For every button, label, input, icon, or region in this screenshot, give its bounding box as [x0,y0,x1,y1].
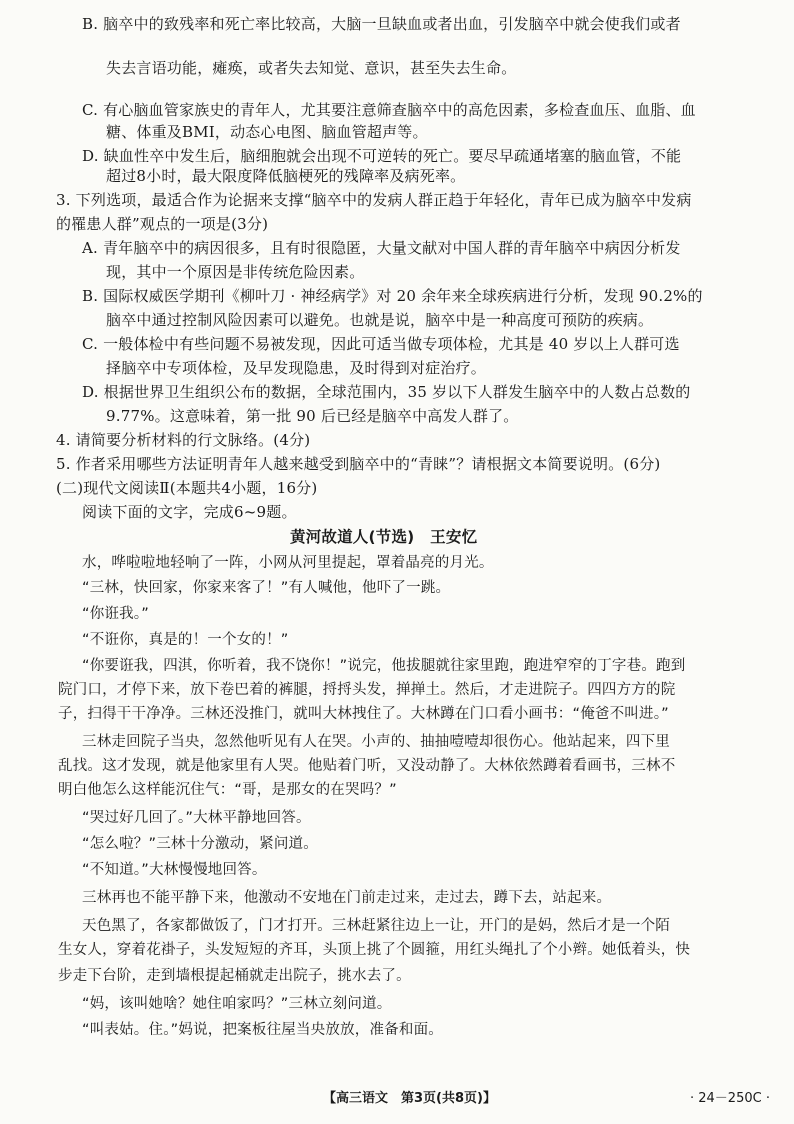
section2-heading: (二)现代文阅读Ⅱ(本题共4小题，16分) [56,479,318,497]
story-paragraph: “叫表姑。住。”妈说，把案板往屋当央放放，准备和面。 [82,1022,443,1038]
q3-option-d-line2: 9.77%。这意味着，第一批 90 后已经是脑卒中高发人群了。 [106,407,519,425]
page-number: 【高三语文 第3页(共8页)】 [323,1091,496,1106]
q2-option-b-line2: 失去言语功能，瘫痪，或者失去知觉、意识，甚至失去生命。 [106,59,517,77]
q2-option-d-line1: D. 缺血性卒中发生后，脑细胞就会出现不可逆转的死亡。要尽早疏通堵塞的脑血管，不能 [82,147,682,165]
q2-option-b-line1: B. 脑卒中的致残率和死亡率比较高，大脑一旦缺血或者出血，引发脑卒中就会使我们或者 [82,15,681,33]
story-paragraph: 子，扫得干干净净。三林还没推门，就叫大林拽住了。大林蹲在门口看小画书：“俺爸不叫进。” [58,706,669,722]
q3-option-c-line2: 择脑卒中专项体检，及早发现隐患，及时得到对症治疗。 [106,359,487,377]
q3-option-a-line1: A. 青年脑卒中的病因很多，且有时很隐匿，大量文献对中国人群的青年脑卒中病因分析发 [82,239,681,257]
story-paragraph: “怎么啦？”三林十分激动，紧问道。 [82,836,318,852]
story-paragraph: 乱找。这才发现，就是他家里有人哭。他贴着门听，又没动静了。大林依然蹲着看画书，三林不 [58,758,676,774]
story-paragraph: “妈，该叫她啥？她住咱家吗？”三林立刻问道。 [82,996,392,1012]
story-paragraph: 明白他怎么这样能沉住气：“哥，是那女的在哭吗？” [58,782,397,798]
story-paragraph: “哭过好几回了。”大林平静地回答。 [82,810,311,826]
story-paragraph: 院门口，才停下来，放下卷巴着的裤腿，捋捋头发，掸掸土。然后，才走进院子。四四方方的院 [58,682,676,698]
story-paragraph: 生女人，穿着花褂子，头发短短的齐耳，头顶上挑了个圆箍，用红头绳扎了个小辫。她低着头，快 [58,942,691,958]
story-paragraph: “不诳你，真是的！一个女的！” [82,632,289,648]
q3-option-a-line2: 现，其中一个原因是非传统危险因素。 [106,263,365,281]
q3-stem-line2: 的罹患人群”观点的一项是(3分) [56,215,269,233]
q3-option-b-line1: B. 国际权威医学期刊《柳叶刀 · 神经病学》对 20 余年来全球疾病进行分析，发现 90.2%的 [82,287,703,305]
story-paragraph: 水，哗啦啦地轻响了一阵，小网从河里提起，罩着晶亮的月光。 [82,555,494,571]
q4-stem: 4. 请简要分析材料的行文脉络。(4分) [56,431,311,449]
story-paragraph: 天色黑了，各家都做饭了，门才打开。三林赶紧往边上一让，开门的是妈，然后才是一个陌 [82,918,670,934]
story-paragraph: “你要诳我，四淇，你听着，我不饶你！”说完，他拔腿就往家里跑，跑进窄窄的丁字巷。跑到 [82,658,686,674]
q3-option-c-line1: C. 一般体检中有些问题不易被发现，因此可适当做专项体检，尤其是 40 岁以上人群可选 [82,335,680,353]
story-paragraph: 步走下台阶，走到墙根提起桶就走出院子，挑水去了。 [58,968,411,984]
story-paragraph: “三林，快回家，你家来客了！”有人喊他，他吓了一跳。 [82,580,451,596]
story-paragraph: 三林走回院子当央，忽然他听见有人在哭。小声的、抽抽噎噎却很伤心。他站起来，四下里 [82,734,670,750]
q2-option-d-line2: 超过8小时，最大限度降低脑梗死的残障率及病死率。 [106,167,466,185]
section2-instruction: 阅读下面的文字，完成6~9题。 [82,503,297,521]
q2-option-c-line1: C. 有心脑血管家族史的青年人，尤其要注意筛查脑卒中的高危因素，多检查血压、血脂、血 [82,101,696,119]
q3-option-d-line1: D. 根据世界卫生组织公布的数据，全球范围内，35 岁以下人群发生脑卒中的人数占总数的 [82,383,691,401]
exam-code: · 24－250C · [690,1091,770,1106]
story-paragraph: 三林再也不能平静下来，他激动不安地在门前走过来，走过去，蹲下去，站起来。 [82,890,612,906]
q2-option-c-line2: 糖、体重及BMI，动态心电图、脑血管超声等。 [106,123,428,141]
story-title: 黄河故道人(节选) 王安忆 [290,528,478,546]
story-paragraph: “不知道。”大林慢慢地回答。 [82,862,267,878]
story-paragraph: “你诳我。” [82,606,149,622]
page-footer [0,1087,794,1111]
q3-option-b-line2: 脑卒中通过控制风险因素可以避免。也就是说，脑卒中是一种高度可预防的疾病。 [106,311,654,329]
q3-stem-line1: 3. 下列选项，最适合作为论据来支撑“脑卒中的发病人群正趋于年轻化，青年已成为脑卒中发病 [56,191,692,209]
q5-stem: 5. 作者采用哪些方法证明青年人越来越受到脑卒中的“青睐”？请根据文本简要说明。(6分) [56,455,661,473]
